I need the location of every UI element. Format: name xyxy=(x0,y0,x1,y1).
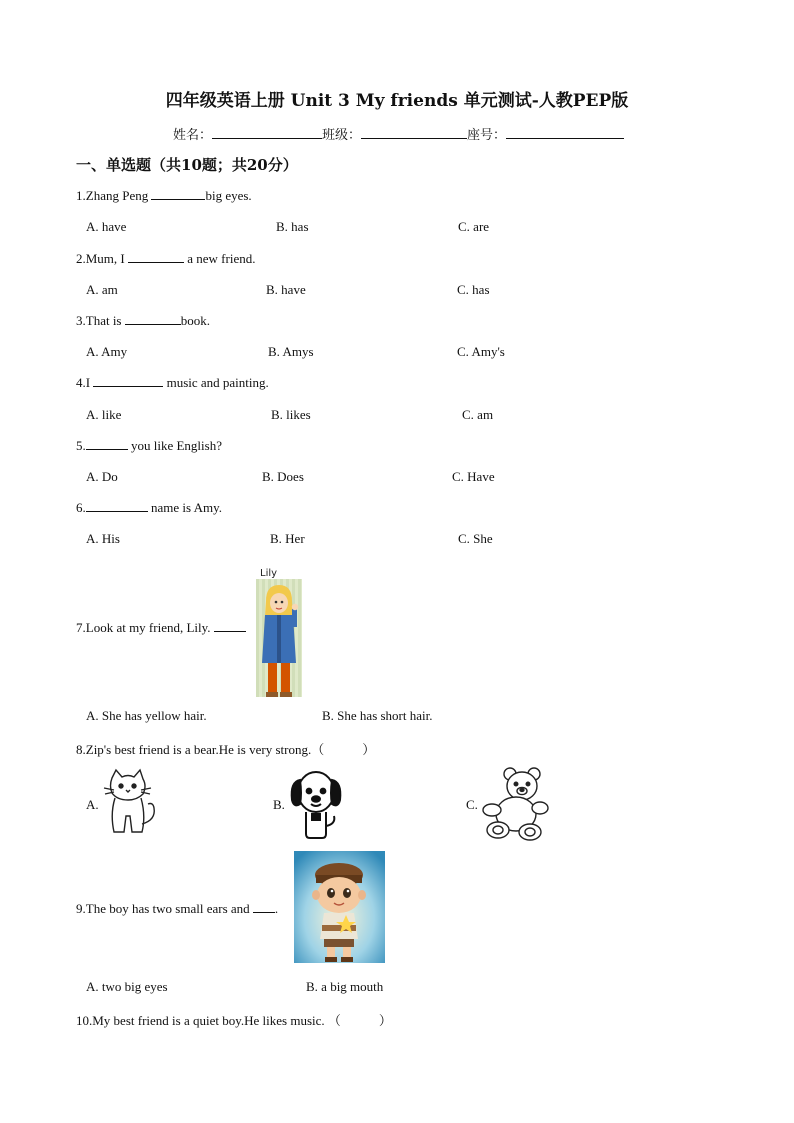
answer-blank[interactable] xyxy=(214,620,246,632)
seat-blank[interactable] xyxy=(506,126,624,139)
section-heading: 一、单选题（共10题；共20分） xyxy=(76,156,298,174)
q9-option-a[interactable]: A. two big eyes xyxy=(86,979,168,994)
q2-option-a[interactable]: A. am xyxy=(86,282,118,297)
answer-blank[interactable] xyxy=(125,313,181,325)
question-8: 8.Zip's best friend is a bear.He is very strong.（ ） xyxy=(76,742,376,757)
q3-option-c[interactable]: C. Amy's xyxy=(457,344,505,359)
q5-option-b[interactable]: B. Does xyxy=(262,469,304,484)
lily-picture xyxy=(256,565,302,697)
seat-label: 座号： xyxy=(467,128,507,143)
answer-blank[interactable] xyxy=(86,438,128,450)
q2-option-c[interactable]: C. has xyxy=(457,282,490,297)
question-2: 2.Mum, I a new friend. xyxy=(76,251,256,266)
bear-icon xyxy=(480,766,552,842)
question-3: 3.That is book. xyxy=(76,313,210,328)
dog-picture[interactable] xyxy=(288,766,344,842)
q2-option-b[interactable]: B. have xyxy=(266,282,306,297)
answer-blank[interactable] xyxy=(151,188,205,200)
question-9: 9.The boy has two small ears and . xyxy=(76,901,279,916)
q7-option-a[interactable]: A. She has yellow hair. xyxy=(86,708,207,723)
q4-option-b[interactable]: B. likes xyxy=(271,407,311,422)
question-1: 1.Zhang Peng big eyes. xyxy=(76,188,252,203)
q6-option-b[interactable]: B. Her xyxy=(270,531,305,546)
q6-option-c[interactable]: C. She xyxy=(458,531,493,546)
q4-option-a[interactable]: A. like xyxy=(86,407,122,422)
question-4: 4.I music and painting. xyxy=(76,375,269,390)
q3-option-a[interactable]: A. Amy xyxy=(86,344,128,359)
q5-option-a[interactable]: A. Do xyxy=(86,469,118,484)
bear-picture[interactable] xyxy=(480,766,552,842)
answer-blank[interactable] xyxy=(128,251,184,263)
lily-label: Lily xyxy=(260,568,278,579)
dog-icon xyxy=(288,766,344,842)
class-label: 班级： xyxy=(322,128,362,143)
boy-picture xyxy=(294,851,385,963)
cat-icon xyxy=(100,768,160,838)
question-10: 10.My best friend is a quiet boy.He likes music. （ ） xyxy=(76,1013,392,1028)
answer-blank[interactable] xyxy=(93,375,163,387)
question-6: 6. name is Amy. xyxy=(76,500,223,515)
q7-option-b[interactable]: B. She has short hair. xyxy=(322,708,433,723)
q5-option-c[interactable]: C. Have xyxy=(452,469,495,484)
page-title: 四年级英语上册 Unit 3 My friends 单元测试-人教PEP版 xyxy=(165,91,629,111)
student-info-line xyxy=(173,124,624,143)
question-5: 5. you like English? xyxy=(76,438,222,453)
q1-option-c[interactable]: C. are xyxy=(458,219,490,234)
answer-blank[interactable] xyxy=(253,901,275,913)
q1-option-a[interactable]: A. have xyxy=(86,219,127,234)
answer-blank[interactable] xyxy=(86,500,148,512)
name-label: 姓名： xyxy=(173,128,213,143)
q9-option-b[interactable]: B. a big mouth xyxy=(306,979,384,994)
q3-option-b[interactable]: B. Amys xyxy=(268,344,314,359)
name-blank[interactable] xyxy=(212,126,322,139)
class-blank[interactable] xyxy=(361,126,467,139)
q8-option-b[interactable]: B. xyxy=(273,797,285,812)
question-7: 7.Look at my friend, Lily. xyxy=(76,620,246,636)
boy-illustration xyxy=(294,851,385,963)
q8-option-a[interactable]: A. xyxy=(86,797,99,812)
cat-picture[interactable] xyxy=(100,768,160,838)
lily-illustration xyxy=(256,565,302,697)
q8-option-c[interactable]: C. xyxy=(466,797,478,812)
q1-option-b[interactable]: B. has xyxy=(276,219,309,234)
q4-option-c[interactable]: C. am xyxy=(462,407,494,422)
q6-option-a[interactable]: A. His xyxy=(86,531,120,546)
